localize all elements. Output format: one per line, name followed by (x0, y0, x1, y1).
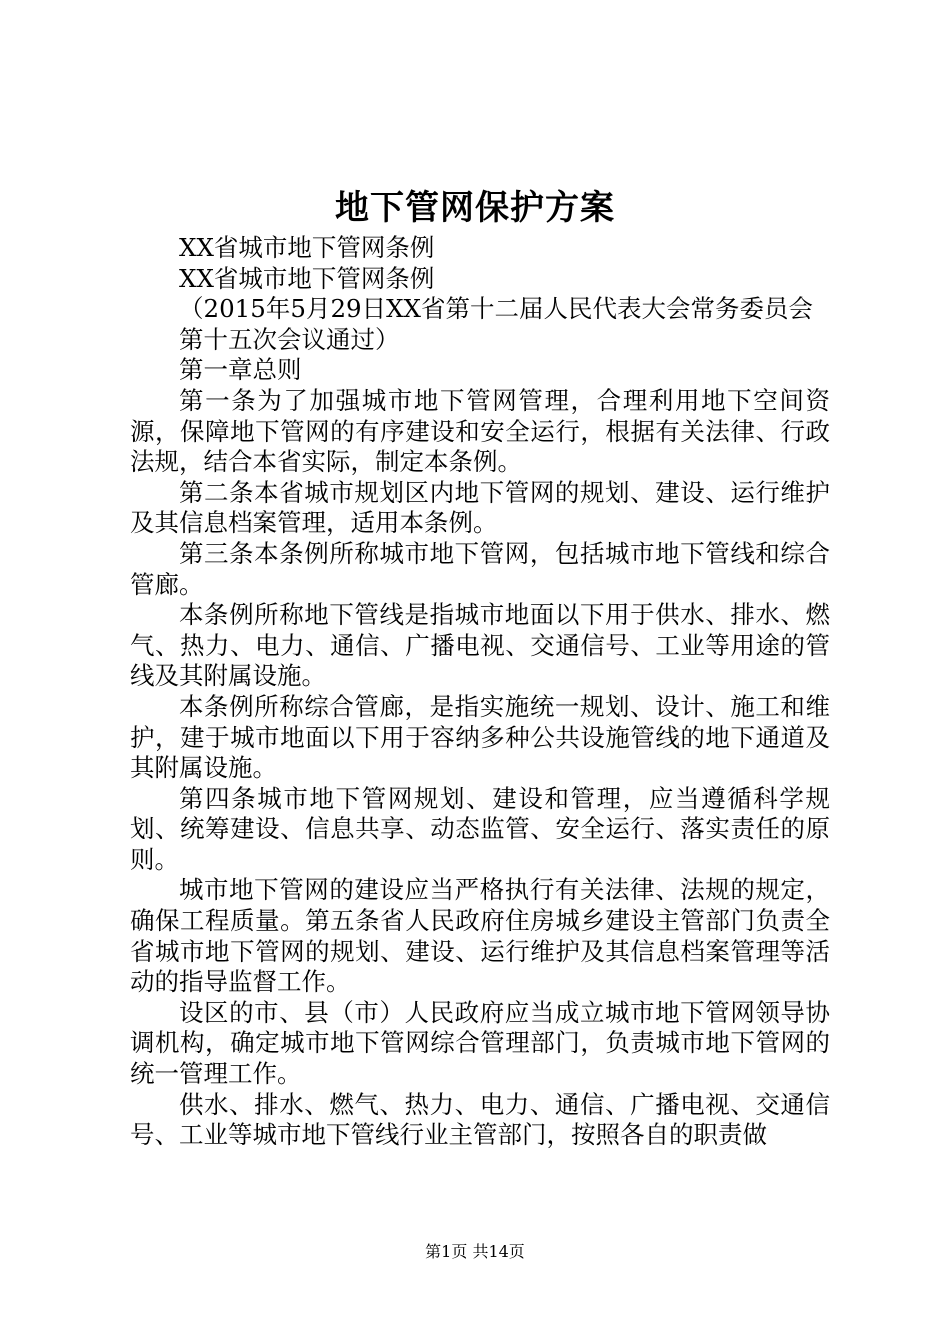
paragraph-construction-quality: 城市地下管网的建设应当严格执行有关法律、法规的规定，确保工程质量。第五条省人民政府住房城乡建设主管部门负责全省城市地下管网的规划、建设、运行维护及其信息档案管理等活动的指导监督工作。 (130, 875, 830, 997)
paragraph-article-2: 第二条本省城市规划区内地下管网的规划、建设、运行维护及其信息档案管理，适用本条例。 (130, 477, 830, 538)
paragraph-chapter-1: 第一章总则 (179, 355, 302, 385)
paragraph-adoption-note: （2015年5月29日XX省第十二届人民代表大会常务委员会 (179, 294, 813, 324)
paragraph-pipeline-definition: 本条例所称地下管线是指城市地面以下用于供水、排水、燃气、热力、电力、通信、广播电视、交通信号、工业等用途的管线及其附属设施。 (130, 600, 830, 691)
paragraph-industry-departments: 供水、排水、燃气、热力、电力、通信、广播电视、交通信号、工业等城市地下管线行业主管部门，按照各自的职责做 (130, 1089, 830, 1150)
page-footer: 第1页 共14页 (425, 1242, 525, 1261)
paragraph-article-4: 第四条城市地下管网规划、建设和管理，应当遵循科学规划、统筹建设、信息共享、动态监管、安全运行、落实责任的原则。 (130, 783, 830, 874)
document-body (130, 233, 830, 1151)
paragraph-article-3: 第三条本条例所称城市地下管网，包括城市地下管线和综合管廊。 (130, 538, 830, 599)
paragraph-heading-2: XX省城市地下管网条例 (179, 263, 435, 293)
paragraph-article-1: 第一条为了加强城市地下管网管理，合理利用地下空间资源，保障地下管网的有序建设和安全运行，根据有关法律、行政法规，结合本省实际，制定本条例。 (130, 385, 830, 477)
paragraph-coordination-body: 设区的市、县（市）人民政府应当成立城市地下管网领导协调机构，确定城市地下管网综合管理部门，负责城市地下管网的统一管理工作。 (130, 997, 830, 1089)
paragraph-adoption-session: 第十五次会议通过） (179, 324, 400, 354)
paragraph-utility-tunnel-definition: 本条例所称综合管廊，是指实施统一规划、设计、施工和维护，建于城市地面以下用于容纳多种公共设施管线的地下通道及其附属设施。 (130, 691, 830, 783)
paragraph-heading-1: XX省城市地下管网条例 (179, 233, 435, 262)
document-title: 地下管网保护方案 (335, 188, 615, 228)
